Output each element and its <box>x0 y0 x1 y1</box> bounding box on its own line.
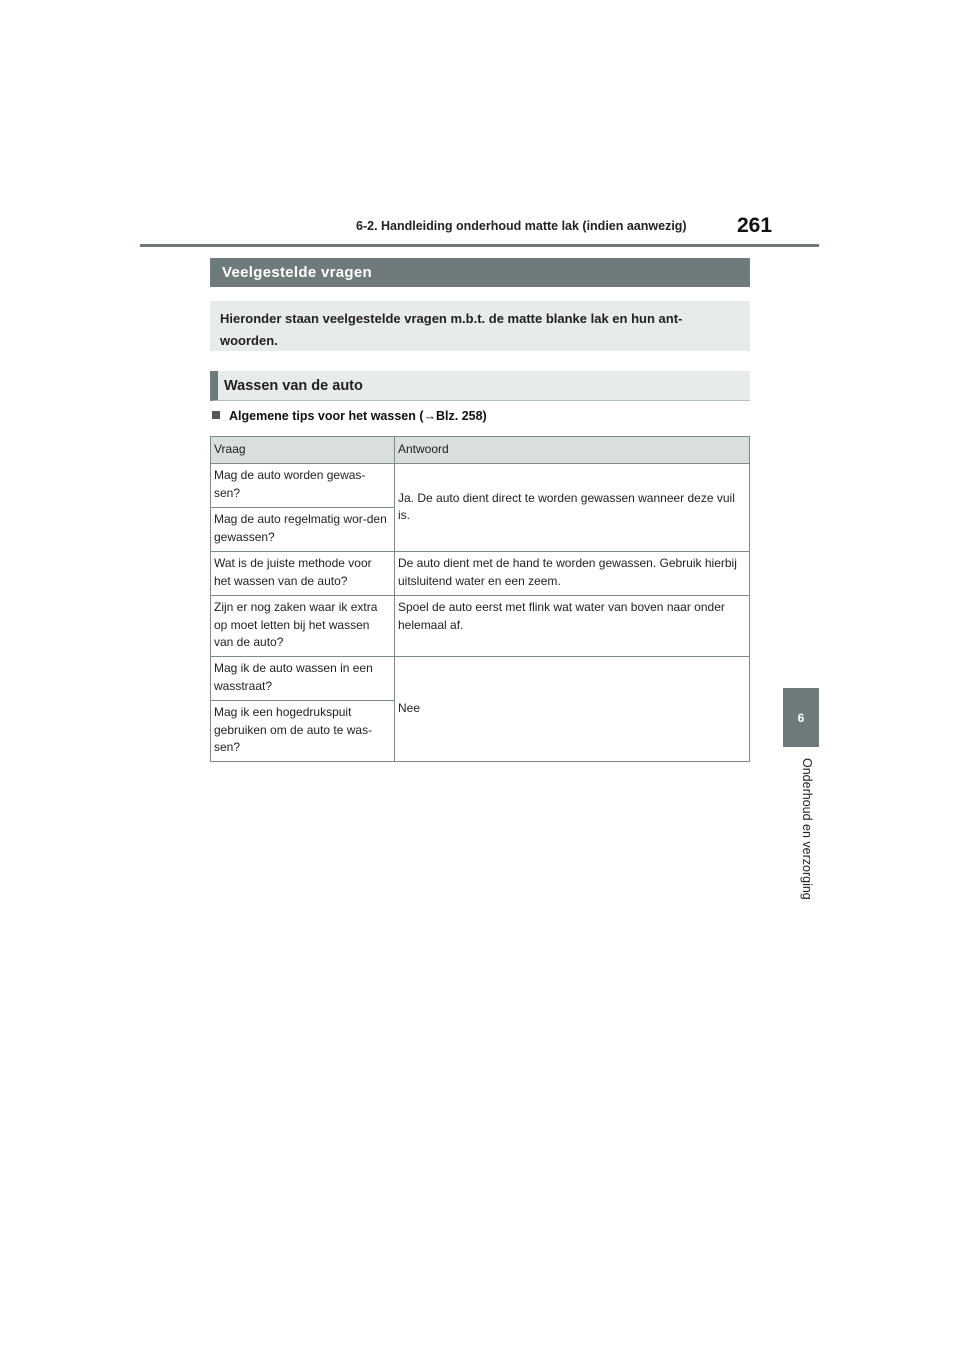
question-cell: Mag de auto regelmatig wor-den gewassen? <box>211 508 395 552</box>
column-header: Vraag <box>211 437 395 464</box>
bullet-square-icon <box>212 411 220 419</box>
bullet-text: Algemene tips voor het wassen (→Blz. 258) <box>229 409 487 423</box>
chapter-label: Onderhoud en verzorging <box>800 758 814 900</box>
header-rule <box>140 244 819 247</box>
column-header: Antwoord <box>395 437 750 464</box>
table-row <box>211 657 750 701</box>
table-row <box>211 552 750 596</box>
bullet-item <box>212 409 487 423</box>
page-title: Veelgestelde vragen <box>210 258 750 287</box>
answer-cell: De auto dient met de hand te worden gewassen. Gebruik hierbij uitsluitend water en een zeem. <box>395 552 750 596</box>
table-row <box>211 464 750 508</box>
question-cell: Zijn er nog zaken waar ik extra op moet letten bij het wassen van de auto? <box>211 596 395 657</box>
table-header-row <box>211 437 750 464</box>
chapter-number: 6 <box>797 710 805 725</box>
subheading: Wassen van de auto <box>210 371 750 401</box>
question-cell: Mag de auto worden gewas-sen? <box>211 464 395 508</box>
section-header: 6-2. Handleiding onderhoud matte lak (indien aanwezig) <box>356 219 687 233</box>
answer-cell: Ja. De auto dient direct te worden gewassen wanneer deze vuil is. <box>395 464 750 552</box>
faq-table <box>210 436 750 762</box>
question-cell: Mag ik een hogedrukspuit gebruiken om de auto te was-sen? <box>211 701 395 762</box>
intro-text: Hieronder staan veelgestelde vragen m.b.t. de matte blanke lak en hun ant-woorden. <box>210 301 750 351</box>
table-row <box>211 596 750 657</box>
chapter-tab <box>783 688 819 747</box>
question-cell: Wat is de juiste methode voor het wassen van de auto? <box>211 552 395 596</box>
answer-cell: Nee <box>395 657 750 762</box>
page-number: 261 <box>737 214 773 237</box>
question-cell: Mag ik de auto wassen in een wasstraat? <box>211 657 395 701</box>
answer-cell: Spoel de auto eerst met flink wat water van boven naar onder helemaal af. <box>395 596 750 657</box>
